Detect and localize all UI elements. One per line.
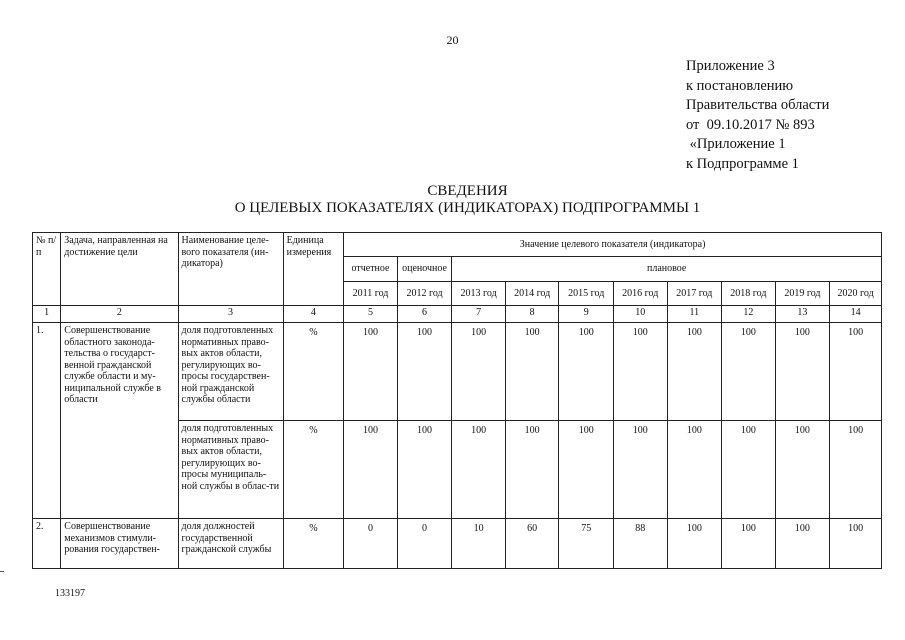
page-number: 20 xyxy=(446,33,459,47)
row-value: 100 xyxy=(667,323,722,421)
row-value: 100 xyxy=(559,323,614,421)
appendix-line: Приложение 3 xyxy=(686,58,775,74)
column-number: 12 xyxy=(722,306,776,323)
header-reported: отчетное xyxy=(344,257,398,282)
appendix-line: к Подпрограмме 1 xyxy=(686,155,799,172)
row-value: 100 xyxy=(722,519,776,569)
header-year: 2016 год xyxy=(613,282,667,306)
row-value: 100 xyxy=(505,421,559,519)
header-year: 2018 год xyxy=(722,282,776,306)
header-year: 2019 год xyxy=(775,282,830,306)
indicators-table xyxy=(32,232,882,569)
column-number: 13 xyxy=(775,306,830,323)
header-year: 2015 год xyxy=(559,282,614,306)
title-line-1: СВЕДЕНИЯ xyxy=(427,183,508,199)
table-row xyxy=(33,323,882,421)
header-year: 2017 год xyxy=(667,282,722,306)
appendix-line: «Приложение 1 xyxy=(686,136,786,152)
document-title xyxy=(0,183,905,217)
row-value: 100 xyxy=(559,421,614,519)
row-value: 100 xyxy=(452,323,506,421)
header-planned: плановое xyxy=(452,257,882,282)
header-year: 2012 год xyxy=(397,282,452,306)
row-value: 100 xyxy=(722,421,776,519)
row-value: 100 xyxy=(667,519,722,569)
row-value: 100 xyxy=(452,421,506,519)
column-numbers-row xyxy=(33,306,882,323)
row-value: 100 xyxy=(613,323,667,421)
row-value: 100 xyxy=(830,421,882,519)
header-task: Задача, направленная на достижение цели xyxy=(61,233,178,306)
column-number: 14 xyxy=(830,306,882,323)
table-row xyxy=(33,519,882,569)
row-value: 100 xyxy=(830,323,882,421)
row-value: 100 xyxy=(775,323,830,421)
row-value: 88 xyxy=(613,519,667,569)
header-year: 2011 год xyxy=(344,282,398,306)
row-value: 0 xyxy=(397,519,452,569)
column-number: 6 xyxy=(397,306,452,323)
row-number: 2. xyxy=(33,519,61,569)
row-indicator: доля подготовленных нормативных право-вых актов области, регулирующих во-просы государствен-ной гражданской службы области xyxy=(178,323,283,421)
header-num: № п/п xyxy=(33,233,61,306)
row-unit: % xyxy=(283,323,344,421)
header-unit: Единица измерения xyxy=(283,233,344,306)
header-year: 2020 год xyxy=(830,282,882,306)
row-value: 100 xyxy=(667,421,722,519)
column-number: 5 xyxy=(344,306,398,323)
appendix-line: от 09.10.2017 № 893 xyxy=(686,116,815,133)
row-value: 100 xyxy=(344,421,398,519)
header-row-1 xyxy=(33,233,882,257)
row-indicator: доля должностей государственной гражданской службы xyxy=(178,519,283,569)
row-number: 1. xyxy=(33,323,61,519)
column-number: 3 xyxy=(178,306,283,323)
title-line-2: О ЦЕЛЕВЫХ ПОКАЗАТЕЛЯХ (ИНДИКАТОРАХ) ПОДПРОГРАММЫ 1 xyxy=(234,200,701,216)
column-number: 7 xyxy=(452,306,506,323)
header-year: 2013 год xyxy=(452,282,506,306)
appendix-line: к постановлению xyxy=(686,77,794,94)
header-year: 2014 год xyxy=(505,282,559,306)
column-number: 9 xyxy=(559,306,614,323)
margin-mark xyxy=(0,571,4,572)
column-number: 4 xyxy=(283,306,344,323)
appendix-line: Правительства области xyxy=(686,97,830,113)
footer-code: 133197 xyxy=(55,588,85,599)
row-value: 0 xyxy=(344,519,398,569)
row-value: 100 xyxy=(775,421,830,519)
header-estimated: оценочное xyxy=(397,257,452,282)
row-task: Совершенствование областного законода-тельства о государст-венной гражданской службе области и му-ниципальной службе в области xyxy=(61,323,178,519)
row-value: 10 xyxy=(452,519,506,569)
row-value: 100 xyxy=(830,519,882,569)
header-indicator: Наименование целе-вого показателя (ин-дикатора) xyxy=(178,233,283,306)
row-value: 100 xyxy=(722,323,776,421)
column-number: 10 xyxy=(613,306,667,323)
column-number: 2 xyxy=(61,306,178,323)
row-unit: % xyxy=(283,421,344,519)
row-value: 100 xyxy=(397,323,452,421)
column-number: 11 xyxy=(667,306,722,323)
row-value: 100 xyxy=(397,421,452,519)
row-value: 60 xyxy=(505,519,559,569)
row-unit: % xyxy=(283,519,344,569)
row-value: 100 xyxy=(613,421,667,519)
appendix-block xyxy=(686,57,829,174)
column-number: 8 xyxy=(505,306,559,323)
row-value: 100 xyxy=(775,519,830,569)
row-indicator: доля подготовленных нормативных право-вых актов области, регулирующих во-просы муниципаль-ной службы в облас-ти xyxy=(178,421,283,519)
row-value: 100 xyxy=(505,323,559,421)
row-task: Совершенствование механизмов стимули-рования государствен- xyxy=(61,519,178,569)
column-number: 1 xyxy=(33,306,61,323)
row-value: 100 xyxy=(344,323,398,421)
row-value: 75 xyxy=(559,519,614,569)
header-value-group: Значение целевого показателя (индикатора) xyxy=(344,233,882,257)
